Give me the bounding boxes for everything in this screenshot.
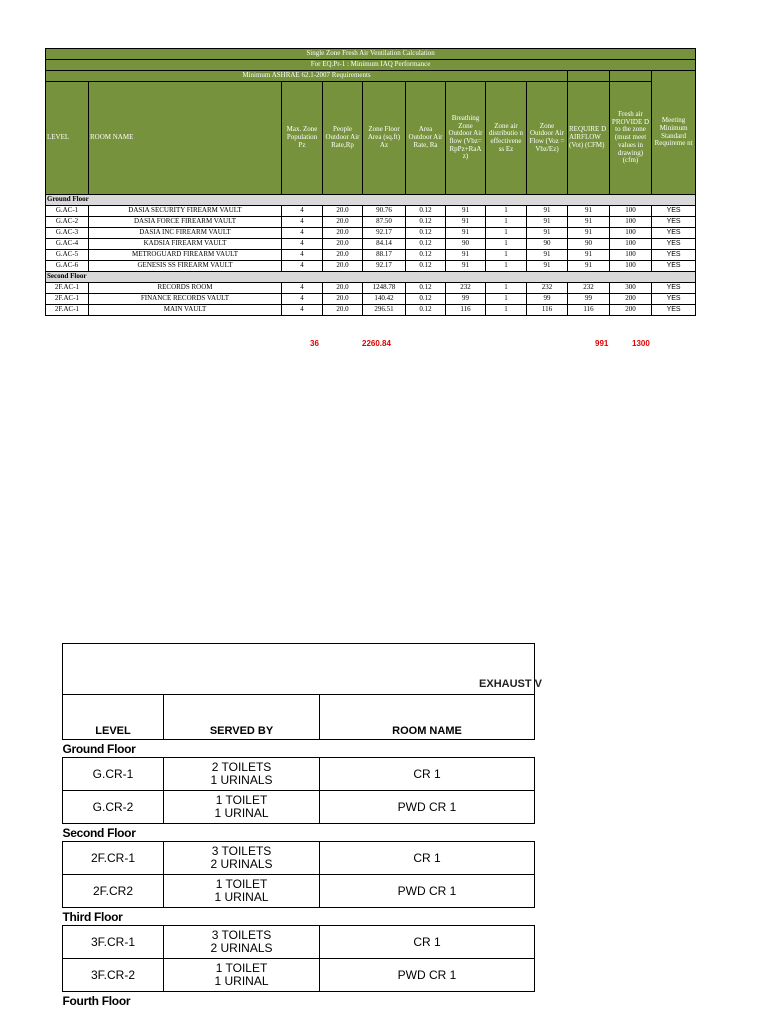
table-cell: 0.12 [406, 217, 446, 228]
table-cell: 232 [446, 283, 486, 294]
table-cell: 140.42 [363, 294, 406, 305]
table-cell: 91 [527, 250, 568, 261]
table-cell: 0.12 [406, 261, 446, 272]
table-cell: 100 [610, 206, 652, 217]
header-cell: Max. Zone Population Pz [282, 82, 323, 195]
table-cell: G.AC-2 [46, 217, 89, 228]
table-title: Single Zone Fresh Air Ventilation Calculation [46, 49, 696, 60]
exhaust-table [62, 694, 535, 1009]
table-cell: 4 [282, 250, 323, 261]
section-row [63, 824, 535, 842]
table-cell: 4 [282, 261, 323, 272]
table-cell: 1 TOILET 1 URINAL [164, 875, 320, 908]
table-cell: 0.12 [406, 239, 446, 250]
table-cell: 20.0 [323, 206, 363, 217]
header-cell: Zone air distributio n effectivene ss Ez [486, 82, 527, 195]
header-cell: People Outdoor Air Rate,Rp [323, 82, 363, 195]
table-cell: 2F.AC-1 [46, 294, 89, 305]
table-cell: 1 [486, 228, 527, 239]
table-cell: 0.12 [406, 294, 446, 305]
table-cell: RECORDS ROOM [89, 283, 282, 294]
total-required-airflow: 991 [595, 339, 609, 348]
section-row [46, 272, 696, 283]
table-cell: 0.12 [406, 250, 446, 261]
table-row [63, 758, 535, 791]
header-cell: LEVEL [63, 695, 164, 740]
table-cell: 20.0 [323, 228, 363, 239]
table-cell: 116 [446, 305, 486, 316]
table-cell: G.AC-1 [46, 206, 89, 217]
header-cell: Area Outdoor Air Rate, Ra [406, 82, 446, 195]
table-cell: 91 [568, 206, 610, 217]
exhaust-ventilation-section [62, 643, 542, 1024]
table-cell: CR 1 [320, 926, 535, 959]
total-population: 36 [310, 339, 319, 348]
table-cell: YES [652, 217, 696, 228]
section-row [46, 195, 696, 206]
table-row [46, 261, 696, 272]
exhaust-title: EXHAUST V [479, 678, 542, 690]
table-cell: 2F.CR-1 [63, 842, 164, 875]
table-cell: 99 [568, 294, 610, 305]
table-cell: G.AC-5 [46, 250, 89, 261]
table-cell: PWD CR 1 [320, 875, 535, 908]
table-cell: YES [652, 305, 696, 316]
table-cell: PWD CR 1 [320, 791, 535, 824]
table-cell: 99 [527, 294, 568, 305]
table-row [46, 294, 696, 305]
iaq-ventilation-table [45, 48, 696, 316]
table-cell: 0.12 [406, 305, 446, 316]
table-cell: 91 [446, 217, 486, 228]
table-cell: 87.50 [363, 217, 406, 228]
table-cell: 20.0 [323, 250, 363, 261]
table-cell: 20.0 [323, 239, 363, 250]
table-row [63, 875, 535, 908]
section-label: Second Floor [62, 825, 136, 840]
table-cell: 20.0 [323, 283, 363, 294]
table-cell: 232 [527, 283, 568, 294]
table-cell: YES [652, 294, 696, 305]
table-cell: YES [652, 283, 696, 294]
table-cell: 20.0 [323, 217, 363, 228]
table-cell: 1248.78 [363, 283, 406, 294]
table-cell: 90 [568, 239, 610, 250]
title-spacer [568, 71, 610, 82]
table-cell: PWD CR 1 [320, 959, 535, 992]
table-cell: 91 [568, 261, 610, 272]
table-cell: 100 [610, 261, 652, 272]
section-label: Fourth Floor [62, 993, 131, 1008]
section-row [63, 740, 535, 758]
table-cell: FINANCE RECORDS VAULT [89, 294, 282, 305]
table-cell: DASIA SECURITY FIREARM VAULT [89, 206, 282, 217]
table-cell: DASIA FORCE FIREARM VAULT [89, 217, 282, 228]
table-cell: 3F.CR-1 [63, 926, 164, 959]
table-cell: G.AC-3 [46, 228, 89, 239]
table-cell: 4 [282, 239, 323, 250]
table-cell: YES [652, 206, 696, 217]
table-row [63, 842, 535, 875]
table-cell: CR 1 [320, 758, 535, 791]
table-cell: 2F.CR2 [63, 875, 164, 908]
table-cell: 100 [610, 228, 652, 239]
table-cell: 3 TOILETS 2 URINALS [164, 926, 320, 959]
section-label: Second Floor [46, 272, 696, 283]
table-cell: 91 [568, 228, 610, 239]
header-cell: ROOM NAME [320, 695, 535, 740]
table-cell: 91 [446, 250, 486, 261]
table-cell: 20.0 [323, 261, 363, 272]
header-cell: ROOM NAME [89, 82, 282, 195]
table-cell: 91 [527, 206, 568, 217]
title-spacer [610, 71, 652, 82]
table-cell: G.CR-1 [63, 758, 164, 791]
table-cell: METROGUARD FIREARM VAULT [89, 250, 282, 261]
table-cell: 1 [486, 283, 527, 294]
table-cell: 296.51 [363, 305, 406, 316]
table-cell: 1 [486, 305, 527, 316]
table-cell: 1 [486, 250, 527, 261]
table-cell: G.AC-4 [46, 239, 89, 250]
table-row [46, 217, 696, 228]
table-cell: 1 [486, 294, 527, 305]
table-cell: 116 [527, 305, 568, 316]
table-cell: 3F.CR-2 [63, 959, 164, 992]
table-cell: 91 [527, 261, 568, 272]
table-cell: YES [652, 228, 696, 239]
table-cell: 100 [610, 239, 652, 250]
table-cell: YES [652, 261, 696, 272]
table-cell: GENESIS SS FIREARM VAULT [89, 261, 282, 272]
table-cell: CR 1 [320, 842, 535, 875]
table-cell: 88.17 [363, 250, 406, 261]
table-subtitle: For EQ.Pr-1 : Minimum IAQ Performance [46, 60, 696, 71]
table-cell: 4 [282, 206, 323, 217]
table-cell: DASIA INC FIREARM VAULT [89, 228, 282, 239]
table-cell: 2F.AC-1 [46, 283, 89, 294]
table-cell: 91 [527, 217, 568, 228]
table-cell: YES [652, 250, 696, 261]
table-cell: 2 TOILETS 1 URINALS [164, 758, 320, 791]
table-cell: YES [652, 239, 696, 250]
table-cell: 84.14 [363, 239, 406, 250]
total-provided-airflow: 1300 [632, 339, 650, 348]
table-cell: 20.0 [323, 294, 363, 305]
header-cell: Breathing Zone Outdoor Air flow (Vbz= RpPz+RaA z) [446, 82, 486, 195]
table-cell: 100 [610, 250, 652, 261]
section-label: Ground Floor [46, 195, 696, 206]
table-cell: 1 [486, 261, 527, 272]
table-row [63, 926, 535, 959]
section-label: Ground Floor [62, 741, 136, 756]
section-row [63, 992, 535, 1010]
table-row [46, 305, 696, 316]
header-cell: LEVEL [46, 82, 89, 195]
total-area: 2260.84 [362, 339, 391, 348]
table-row [46, 250, 696, 261]
table-cell: 91 [446, 261, 486, 272]
table-cell: 116 [568, 305, 610, 316]
section-label: Third Floor [62, 909, 123, 924]
table-cell: 1 [486, 217, 527, 228]
table-row [46, 228, 696, 239]
table-cell: 90 [446, 239, 486, 250]
table-cell: 90 [527, 239, 568, 250]
table-cell: 99 [446, 294, 486, 305]
table-cell: KADSIA FIREARM VAULT [89, 239, 282, 250]
table-cell: 91 [446, 206, 486, 217]
table-cell: 1 TOILET 1 URINAL [164, 959, 320, 992]
table-cell: 300 [610, 283, 652, 294]
table-cell: 4 [282, 217, 323, 228]
table-cell: 91 [568, 250, 610, 261]
table-cell: 90.76 [363, 206, 406, 217]
table-cell: MAIN VAULT [89, 305, 282, 316]
table-cell: 1 TOILET 1 URINAL [164, 791, 320, 824]
table-cell: 4 [282, 228, 323, 239]
table-cell: 200 [610, 294, 652, 305]
table-cell: 2F.AC-1 [46, 305, 89, 316]
table-row [46, 283, 696, 294]
header-cell: Meeting Minimum Standard Requireme nt [652, 71, 696, 195]
table-row [46, 239, 696, 250]
table-cell: 0.12 [406, 283, 446, 294]
table-cell: 92.17 [363, 228, 406, 239]
table-row [46, 206, 696, 217]
header-cell: Fresh air PROVIDE D to the zone (must meet values in drawing) (cfm) [610, 82, 652, 195]
table-cell: G.CR-2 [63, 791, 164, 824]
section-row [63, 908, 535, 926]
header-cell: REQUIRE D AIRFLOW (Vot) (CFM) [568, 82, 610, 195]
table-cell: 4 [282, 283, 323, 294]
table-cell: 232 [568, 283, 610, 294]
requirements-title: Minimum ASHRAE 62.1-2007 Requirements [46, 71, 568, 82]
table-row [63, 959, 535, 992]
table-cell: 91 [446, 228, 486, 239]
table-cell: 91 [527, 228, 568, 239]
table-cell: 1 [486, 206, 527, 217]
table-cell: 100 [610, 217, 652, 228]
table-cell: 20.0 [323, 305, 363, 316]
table-row [63, 791, 535, 824]
table-cell: 0.12 [406, 228, 446, 239]
table-cell: 200 [610, 305, 652, 316]
table-cell: 91 [568, 217, 610, 228]
table-cell: G.AC-6 [46, 261, 89, 272]
table-cell: 0.12 [406, 206, 446, 217]
header-cell: SERVED BY [164, 695, 320, 740]
header-cell: Zone Floor Area (sq.ft) Az [363, 82, 406, 195]
table-cell: 4 [282, 305, 323, 316]
table-cell: 92.17 [363, 261, 406, 272]
header-cell: Zone Outdoor Air Flow (Voz = Vbz/Ez) [527, 82, 568, 195]
table-cell: 4 [282, 294, 323, 305]
table-cell: 3 TOILETS 2 URINALS [164, 842, 320, 875]
table-cell: 1 [486, 239, 527, 250]
exhaust-title-box [62, 643, 542, 695]
